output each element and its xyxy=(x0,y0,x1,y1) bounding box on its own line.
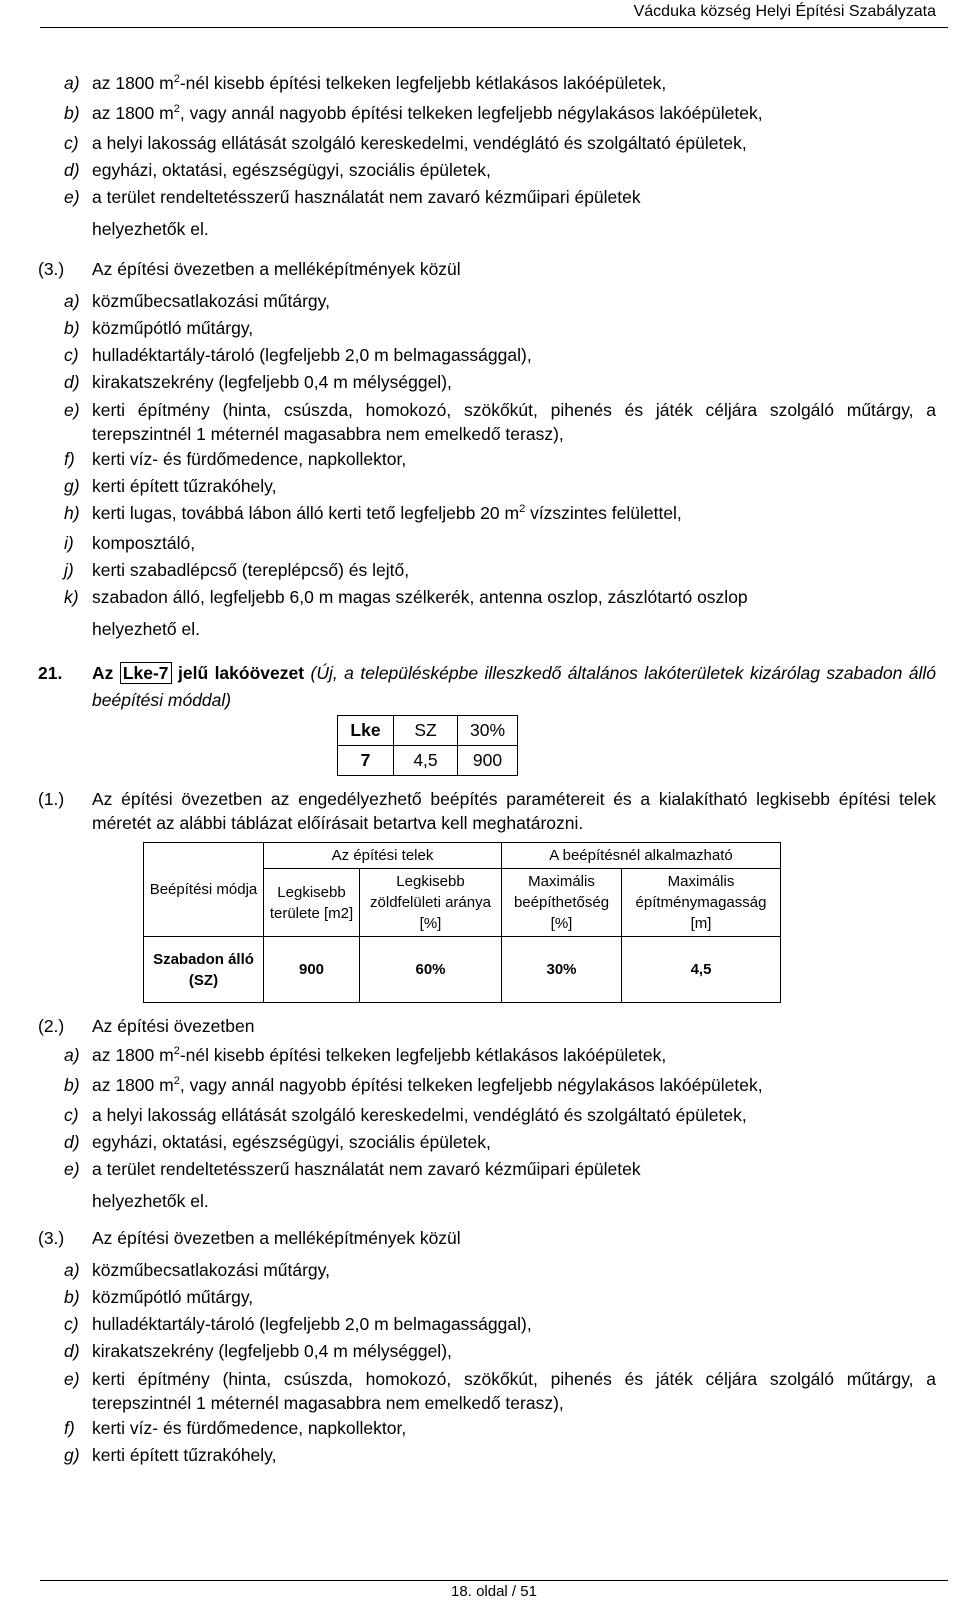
list-item: c) a helyi lakosság ellátását szolgáló kereskedelmi, vendéglátó és szolgáltató épületek, xyxy=(64,133,747,153)
ancillary-list-1 xyxy=(64,288,936,643)
paragraph-number: (1.) xyxy=(38,789,65,809)
table-row: 7 4,5 900 xyxy=(338,746,518,776)
list-item: b) az 1800 $m^2$, vagy annál nagyobb építési telkeken legfeljebb négylakásos lakóépületek, xyxy=(64,103,763,123)
list-item: b) az 1800 $m^2$, vagy annál nagyobb építési telkeken legfeljebb négylakásos lakóépületek, xyxy=(64,1075,763,1095)
list-item: c) a helyi lakosság ellátását szolgáló kereskedelmi, vendéglátó és szolgáltató épületek, xyxy=(64,1105,747,1125)
document-title: Vácduka község Helyi Építési Szabályzata xyxy=(633,3,936,20)
list-item: d) kirakatszekrény (legfeljebb 0,4 m mélységgel), xyxy=(64,1341,452,1361)
list-item: f) kerti víz- és fürdőmedence, napkollektor, xyxy=(64,1418,407,1438)
table-row: Lke SZ 30% xyxy=(338,716,518,746)
list-item: g) kerti épített tűzrakóhely, xyxy=(64,1445,277,1465)
list-item: k) szabadon álló, legfeljebb 6,0 m magas szélkerék, antenna oszlop, zászlótartó oszlop xyxy=(64,587,748,607)
list-item: e) kerti építmény (hinta, csúszda, homokozó, szökőkút, pihenés és játék céljára szolgáló műtárgy, a terepszintnél 1 méternél magasabbra nem emelkedő terasz), xyxy=(64,400,936,444)
list-item: c) hulladéktartály-tároló (legfeljebb 2,0 m belmagassággal), xyxy=(64,1314,532,1334)
list-item: b) közműpótló műtárgy, xyxy=(64,1287,254,1307)
closing-text: helyezhetők el. xyxy=(92,219,209,239)
section-21-heading: 21. Az Lke-7 jelű lakóövezet (Új, a településképbe illeszkedő általános lakóterületek kizárólag szabadon álló beépítési móddal) xyxy=(38,660,936,714)
paragraph-3b xyxy=(38,1225,936,1252)
table-row: Szabadon álló (SZ) 900 60% 30% 4,5 xyxy=(144,937,781,1003)
list-item: d) egyházi, oktatási, egészségügyi, szociális épületek, xyxy=(64,1132,491,1152)
paragraph-text: Az építési övezetben az engedélyezhető beépítés paramétereit és a kialakítható legkisebb építési telek méretét az alábbi táblázat előírásait betartva kell meghatározni. xyxy=(92,789,936,833)
usage-list-1 xyxy=(64,70,936,243)
list-item: c) hulladéktartály-tároló (legfeljebb 2,0 m belmagassággal), xyxy=(64,345,532,365)
page-number: 18. oldal / 51 xyxy=(451,1583,537,1600)
group-header-plot: Az építési telek xyxy=(264,843,502,869)
list-item: e) a terület rendeltetésszerű használatát nem zavaró kézműipari épületek xyxy=(64,1159,641,1179)
list-item: j) kerti szabadlépcső (tereplépcső) és lejtő, xyxy=(64,560,410,580)
group-header-building: A beépítésnél alkalmazható xyxy=(502,843,781,869)
list-item: e) a terület rendeltetésszerű használatát nem zavaró kézműipari épületek xyxy=(64,187,641,207)
list-item: a) közműbecsatlakozási műtárgy, xyxy=(64,291,330,311)
list-item: a) az 1800 $m^2$-nél kisebb építési telkeken legfeljebb kétlakásos lakóépületek, xyxy=(64,1045,667,1065)
section-subtitle: (Új, a településképbe illeszkedő általános lakóterületek kizárólag szabadon álló beépítési móddal) xyxy=(92,663,936,710)
parameter-table xyxy=(143,842,781,1003)
list-item: a) közműbecsatlakozási műtárgy, xyxy=(64,1260,330,1280)
col-header-mode: Beépítési módja xyxy=(144,843,264,937)
paragraph-number: (2.) xyxy=(38,1016,65,1036)
paragraph-intro: Az építési övezetben xyxy=(92,1016,255,1036)
list-item: i) komposztáló, xyxy=(64,533,196,553)
paragraph-intro: Az építési övezetben a melléképítmények közül xyxy=(92,259,461,279)
list-item: g) kerti épített tűzrakóhely, xyxy=(64,476,277,496)
paragraph-1 xyxy=(38,787,936,835)
list-item: d) egyházi, oktatási, egészségügyi, szociális épületek, xyxy=(64,160,491,180)
table-header-row xyxy=(144,843,781,869)
table-header-row: Legkisebb területe [m2] Legkisebb zöldfelületi aránya [%] Maximális beépíthetőség [%] Maximális építménymagasság [m] xyxy=(144,869,781,937)
paragraph-3 xyxy=(38,256,936,283)
list-item: b) közműpótló műtárgy, xyxy=(64,318,254,338)
paragraph-2 xyxy=(38,1013,936,1040)
list-item: d) kirakatszekrény (legfeljebb 0,4 m mélységgel), xyxy=(64,372,452,392)
zone-code: Lke-7 xyxy=(120,662,172,684)
section-number: 21. xyxy=(38,663,63,683)
list-item: e) kerti építmény (hinta, csúszda, homokozó, szökőkút, pihenés és játék céljára szolgáló műtárgy, a terepszintnél 1 méternél magasabbra nem emelkedő terasz), xyxy=(64,1369,936,1413)
closing-text: helyezhető el. xyxy=(92,619,200,639)
usage-list-2 xyxy=(64,1042,936,1215)
paragraph-number: (3.) xyxy=(38,1228,65,1248)
list-item: a) az 1800 $m^2$-nél kisebb építési telkeken legfeljebb kétlakásos lakóépületek, xyxy=(64,73,667,93)
paragraph-intro: Az építési övezetben a melléképítmények közül xyxy=(92,1228,461,1248)
zone-code-table xyxy=(337,715,518,776)
closing-text: helyezhetők el. xyxy=(92,1191,209,1211)
page-header xyxy=(40,0,948,28)
paragraph-number: (3.) xyxy=(38,259,65,279)
ancillary-list-2 xyxy=(64,1257,936,1469)
list-item: h) kerti lugas, továbbá lábon álló kerti tető legfeljebb 20 $m^2$ vízszintes felülettel, xyxy=(64,503,682,523)
page-footer xyxy=(40,1580,948,1603)
list-item: f) kerti víz- és fürdőmedence, napkollektor, xyxy=(64,449,407,469)
